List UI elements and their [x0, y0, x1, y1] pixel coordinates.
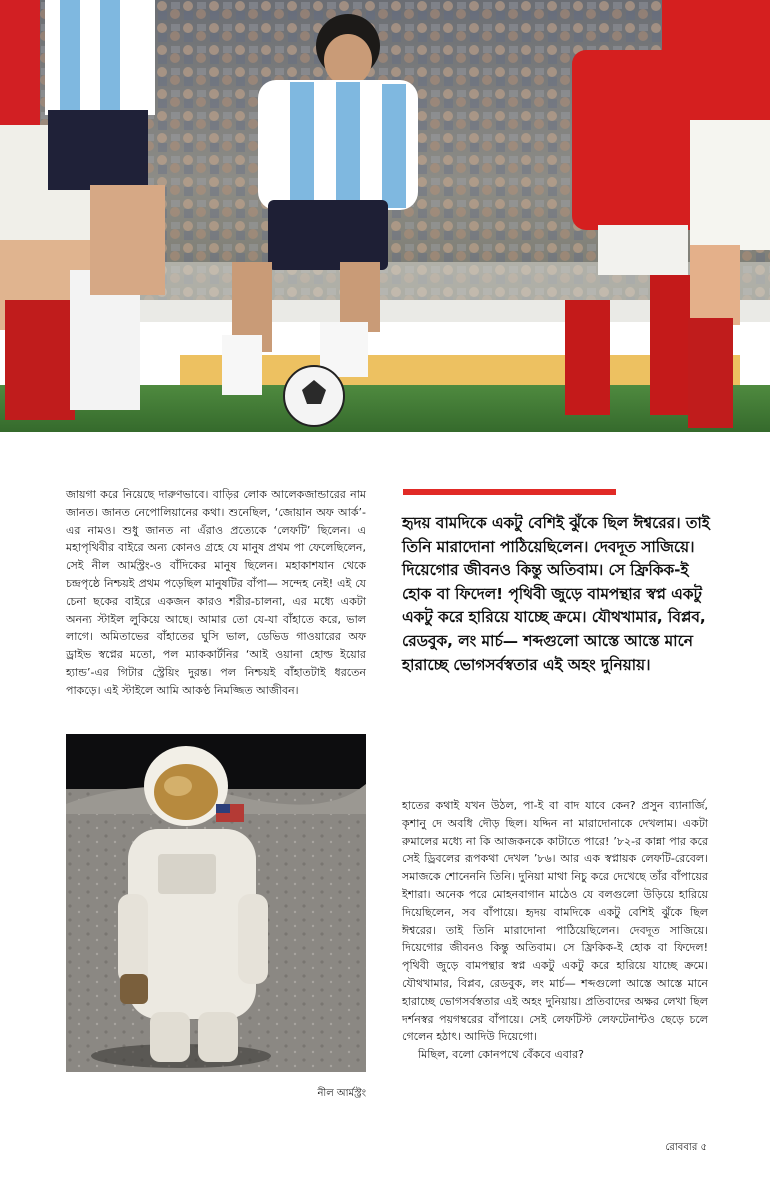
pull-quote-accent-bar: [403, 489, 616, 495]
football-match-illustration: [0, 0, 770, 432]
astronaut-illustration: [66, 734, 366, 1072]
neil-armstrong-photo: [66, 734, 366, 1072]
page-footer: রোববার ৫: [665, 1142, 707, 1153]
photo-caption: নীল আর্মস্ট্রং: [317, 1088, 366, 1099]
hero-photo-maradona: [0, 0, 770, 432]
article-left-column: জায়গা করে নিয়েছে দারুণভাবে। বাড়ির লোক আলেকজান্ডারের নাম জানত। জানত নেপোলিয়ানের কথা। শুনেছিল, ‘জোয়ান অফ আর্ক’-এর নামও। শুধু জানত না এঁরাও প্রত্যেকে ‘লেফটি’ ছিলেন। এ মহাপৃথিবীর বাইরে অন্য কোনও গ্রহে যে মানুষ প্রথম পা ফেলেছিলেন, সেই নীল আর্মস্ট্রং-ও বাঁদিকের মানুষ ছিলেন। মহাকাশযান থেকে চন্দ্রপৃষ্ঠে নিশ্চয়ই প্রথম পড়েছিল মানুষটির বাঁপা— সন্দেহ নেই! এই যে চেনা ছকের বাইরে একজন কারও শরীর-চালনা, এর মধ্যে একটা অনন্য স্টাইল লুকিয়ে আছে। আমার তো যে-যা বাঁহাতে করে, ভাল লাগে। অমিতাভের বাঁহাতের ঘুসি ভাল, ডেভিড গাওয়ারের অফ ড্রাইভ স্বপ্নের মতো, পল ম্যাককার্টনির ‘আই ওয়ানা হোল্ড ইয়োর হ্যান্ড’-এর গিটার স্ট্রেয়িং দুরন্ত। পল নিশ্চয়ই বাঁহাতটাই ধরতেন পাকড়ে। এই স্টাইলে আমি আকণ্ঠ নিমজ্জিত আজীবন।: [66, 488, 366, 697]
pull-quote: হৃদয় বামদিকে একটু বেশিই ঝুঁকে ছিল ঈশ্বরের। তাই তিনি মারাদোনা পাঠিয়েছিলেন। দেবদূত সাজিয়ে। দিয়েগোর জীবনও কিন্তু অতিবাম। সে ফ্রিকিক-ই হোক বা ফিদেল! পৃথিবী জুড়ে বামপন্থার স্বপ্ন একটু একটু করে হারিয়ে যাচ্ছে ক্রমে। যৌথখামার, বিপ্লব, রেডবুক, লং মার্চ— শব্দগুলো আস্তে আস্তে মানে হারাচ্ছে ভোগসর্বস্বতার এই অহং দুনিয়ায়।: [402, 514, 710, 674]
right-column-paragraph: হাতের কথাই যখন উঠল, পা-ই বা বাদ যাবে কেন? প্রসুন ব্যানার্জি, কৃশানু দে অবধি দৌড় ছিল। যদ্দিন না মারাদোনাকে দেখলাম। একটা রুমালের মধ্যে না কি আজকনকে কাটাতে পারে! ’৮২-র কান্না পার করে সেই ড্রিবলের রূপকথা দেখল ’৮৬। আর এক স্বপ্নায়ক লেফটি-রেবেল। সমাজকে শোনেননি তিনি। দুনিয়া মাথা নিচু করে দেখেছে তাঁর বাঁপায়ের ইশারা। অনেক পরে মোহনবাগান মাঠেও যে বলগুলো উড়িয়ে হারিয়ে দিয়েছিলেন, সব বাঁপায়ে। হৃদয় বামদিকে একটু বেশিই ঝুঁকে ছিল ঈশ্বরের। তাই তিনি মারাদোনা পাঠিয়েছিলেন। দেবদূত সাজিয়ে। দিয়েগোর জীবনও কিন্তু অতিবাম। সে ফ্রিকিক-ই হোক বা ফিদেল! পৃথিবী জুড়ে বামপন্থার স্বপ্ন একটু একটু করে হারিয়ে যাচ্ছে ক্রমে। যৌথখামার, বিপ্লব, রেডবুক, লং মার্চ— শব্দগুলো আস্তে আস্তে মানে হারাচ্ছে ভোগসর্বস্বতার এই অহং দুনিয়ায়। প্রতিবাদের অক্ষর লেখা ছিল দর্শনস্বর পয়গম্বরের বাঁপায়ে। সেই লেফটিস্ট লেফটেনান্টও ছেড়ে চলে গেলেন হঠাৎ। আদিউ দিয়েগো।: [402, 799, 708, 1044]
article-right-column: [402, 797, 708, 1064]
right-column-closing-line: মিছিল, বলো কোনপথে বেঁকবে এবার?: [418, 1048, 584, 1062]
